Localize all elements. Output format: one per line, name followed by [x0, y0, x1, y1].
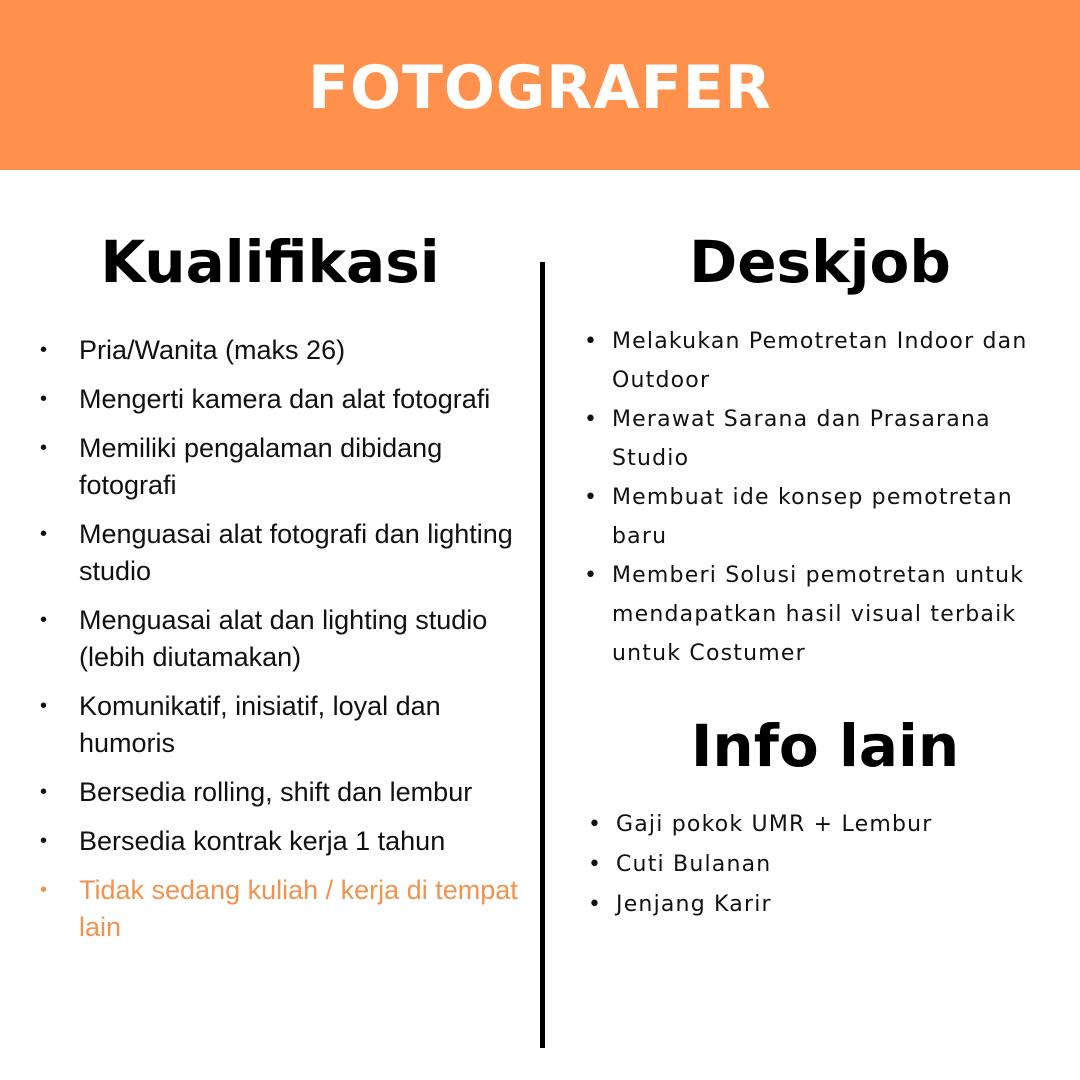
bullet-icon: • — [584, 563, 599, 588]
deskjob-list — [584, 322, 1054, 673]
page-title: FOTOGRAFER — [308, 53, 772, 123]
deskjob-heading: Deskjob — [689, 228, 951, 296]
column-divider — [540, 262, 545, 1048]
list-item — [40, 688, 520, 762]
list-item-text: Memiliki pengalaman dibidang fotografi — [79, 433, 443, 500]
list-item — [584, 478, 1054, 556]
bullet-icon: • — [588, 892, 603, 917]
info-lain-list — [588, 805, 1048, 925]
list-item-text: Cuti Bulanan — [616, 852, 772, 877]
list-item-text: Melakukan Pemotretan Indoor dan Outdoor — [612, 329, 1028, 393]
kualifikasi-heading: Kualifikasi — [100, 228, 440, 296]
list-item — [588, 885, 1048, 925]
bullet-icon: • — [588, 852, 603, 877]
list-item — [40, 823, 520, 860]
bullet-icon: • — [584, 407, 599, 432]
list-item — [40, 332, 520, 369]
bullet-icon: • — [584, 329, 599, 354]
list-item-text: Menguasai alat dan lighting studio (lebih diutamakan) — [79, 605, 488, 672]
list-item — [584, 556, 1054, 673]
bullet-icon: • — [40, 609, 48, 631]
list-item-text: Membuat ide konsep pemotretan baru — [612, 485, 1013, 549]
bullet-icon: • — [40, 830, 48, 852]
list-item-text: Gaji pokok UMR + Lembur — [616, 812, 933, 837]
bullet-icon: • — [40, 437, 48, 459]
list-item — [584, 322, 1054, 400]
bullet-icon: • — [40, 695, 48, 717]
list-item-text: Memberi Solusi pemotretan untuk mendapatkan hasil visual terbaik untuk Costumer — [612, 563, 1025, 666]
list-item — [40, 516, 520, 590]
list-item — [40, 774, 520, 811]
list-item-text: Bersedia kontrak kerja 1 tahun — [79, 826, 446, 856]
list-item-text: Jenjang Karir — [616, 892, 772, 917]
list-item — [588, 845, 1048, 885]
bullet-icon: • — [40, 523, 48, 545]
info-lain-heading: Info lain — [690, 712, 960, 780]
kualifikasi-list — [40, 332, 520, 958]
list-item-text: Bersedia rolling, shift dan lembur — [79, 777, 473, 807]
list-item — [40, 381, 520, 418]
list-item-text: Komunikatif, inisiatif, loyal dan humoris — [79, 691, 441, 758]
bullet-icon: • — [40, 781, 48, 803]
list-item — [40, 602, 520, 676]
list-item-text: Merawat Sarana dan Prasarana Studio — [612, 407, 991, 471]
bullet-icon: • — [40, 388, 48, 410]
list-item-text: Tidak sedang kuliah / kerja di tempat lain — [79, 875, 518, 942]
bullet-icon: • — [40, 879, 48, 901]
list-item — [40, 430, 520, 504]
bullet-icon: • — [40, 339, 48, 361]
bullet-icon: • — [588, 812, 603, 837]
list-item-highlight — [40, 872, 520, 946]
list-item-text: Mengerti kamera dan alat fotografi — [79, 384, 491, 414]
bullet-icon: • — [584, 485, 599, 510]
list-item — [588, 805, 1048, 845]
list-item-text: Menguasai alat fotografi dan lighting studio — [79, 519, 513, 586]
list-item — [584, 400, 1054, 478]
list-item-text: Pria/Wanita (maks 26) — [79, 335, 346, 365]
